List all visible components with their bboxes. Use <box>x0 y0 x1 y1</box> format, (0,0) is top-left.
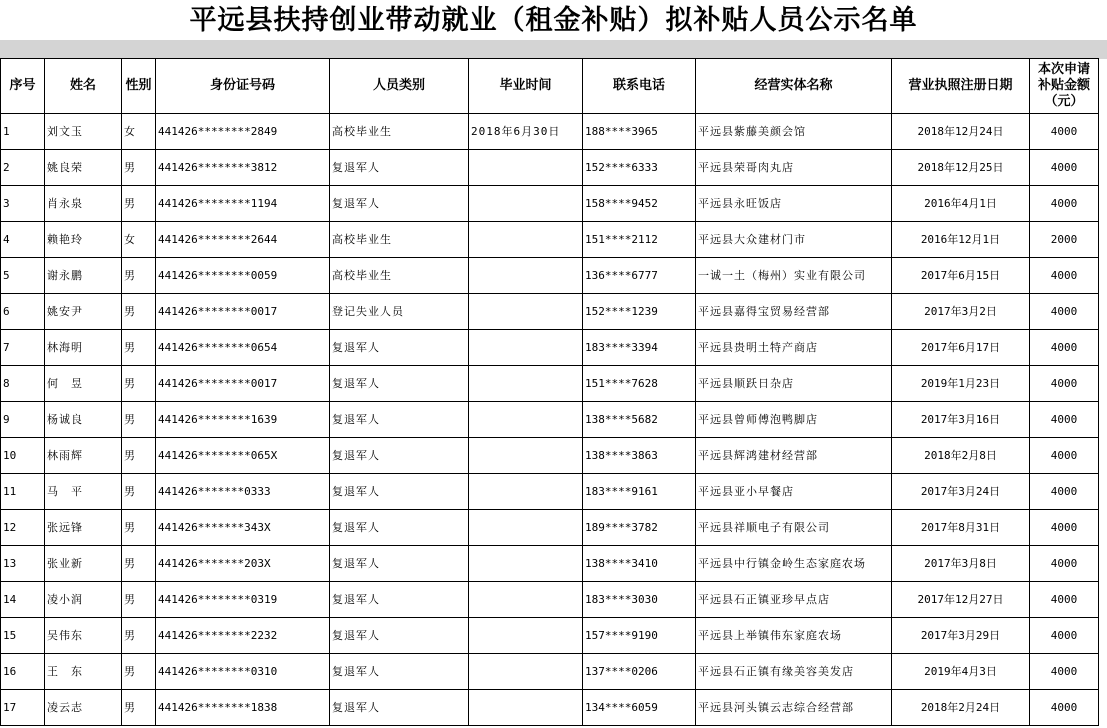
cell-amount[interactable]: 4000 <box>1030 294 1099 330</box>
table-row <box>1 618 1099 654</box>
cell-phone[interactable]: 158****9452 <box>583 186 696 222</box>
cell-business[interactable]: 平远县河头镇云志综合经营部 <box>696 690 892 726</box>
cell-name[interactable]: 林雨辉 <box>45 438 122 474</box>
header-phone[interactable]: 联系电话 <box>583 59 696 114</box>
cell-seq[interactable]: 17 <box>1 690 45 726</box>
cell-graduation[interactable] <box>469 258 583 294</box>
cell-graduation[interactable] <box>469 222 583 258</box>
cell-amount[interactable]: 4000 <box>1030 582 1099 618</box>
cell-gender[interactable]: 男 <box>122 150 156 186</box>
cell-id-number[interactable]: 441426********2232 <box>156 618 330 654</box>
grid-line <box>0 40 1 58</box>
table-row <box>1 186 1099 222</box>
header-id-number[interactable]: 身份证号码 <box>156 59 330 114</box>
table-row <box>1 582 1099 618</box>
cell-id-number[interactable]: 441426********2849 <box>156 114 330 150</box>
cell-id-number[interactable]: 441426********3812 <box>156 150 330 186</box>
cell-business[interactable]: 平远县石正镇亚珍早点店 <box>696 582 892 618</box>
cell-license-date[interactable]: 2017年6月15日 <box>892 258 1030 294</box>
cell-business[interactable]: 平远县顺跃日杂店 <box>696 366 892 402</box>
cell-phone[interactable]: 152****6333 <box>583 150 696 186</box>
cell-id-number[interactable]: 441426********065X <box>156 438 330 474</box>
cell-gender[interactable]: 男 <box>122 186 156 222</box>
cell-phone[interactable]: 151****2112 <box>583 222 696 258</box>
cell-business[interactable]: 平远县中行镇金岭生态家庭农场 <box>696 546 892 582</box>
cell-category[interactable]: 复退军人 <box>330 618 469 654</box>
cell-graduation[interactable] <box>469 474 583 510</box>
cell-graduation[interactable]: 2018年6月30日 <box>469 114 583 150</box>
cell-graduation[interactable] <box>469 510 583 546</box>
cell-seq[interactable]: 9 <box>1 402 45 438</box>
table-row <box>1 690 1099 726</box>
cell-license-date[interactable]: 2018年2月8日 <box>892 438 1030 474</box>
cell-category[interactable]: 复退军人 <box>330 690 469 726</box>
cell-amount[interactable]: 2000 <box>1030 222 1099 258</box>
cell-id-number[interactable]: 441426*******0333 <box>156 474 330 510</box>
cell-gender[interactable]: 男 <box>122 438 156 474</box>
cell-business[interactable]: 平远县荣哥肉丸店 <box>696 150 892 186</box>
header-seq[interactable]: 序号 <box>1 59 45 114</box>
cell-name[interactable]: 林海明 <box>45 330 122 366</box>
cell-id-number[interactable]: 441426********2644 <box>156 222 330 258</box>
table-row <box>1 546 1099 582</box>
cell-name[interactable]: 刘文玉 <box>45 114 122 150</box>
cell-graduation[interactable] <box>469 654 583 690</box>
header-row <box>1 59 1099 114</box>
cell-phone[interactable]: 189****3782 <box>583 510 696 546</box>
cell-id-number[interactable]: 441426********0310 <box>156 654 330 690</box>
cell-business[interactable]: 平远县嘉得宝贸易经营部 <box>696 294 892 330</box>
cell-gender[interactable]: 男 <box>122 654 156 690</box>
cell-amount[interactable]: 4000 <box>1030 258 1099 294</box>
cell-id-number[interactable]: 441426********0059 <box>156 258 330 294</box>
cell-phone[interactable]: 134****6059 <box>583 690 696 726</box>
header-name[interactable]: 姓名 <box>45 59 122 114</box>
cell-name[interactable]: 吴伟东 <box>45 618 122 654</box>
cell-category[interactable]: 复退军人 <box>330 546 469 582</box>
cell-id-number[interactable]: 441426********1838 <box>156 690 330 726</box>
cell-license-date[interactable]: 2018年12月25日 <box>892 150 1030 186</box>
table-row <box>1 474 1099 510</box>
cell-business[interactable]: 平远县大众建材门市 <box>696 222 892 258</box>
grid-line <box>1029 40 1030 58</box>
cell-name[interactable]: 张业新 <box>45 546 122 582</box>
cell-seq[interactable]: 4 <box>1 222 45 258</box>
cell-gender[interactable]: 男 <box>122 546 156 582</box>
cell-phone[interactable]: 183****3394 <box>583 330 696 366</box>
cell-category[interactable]: 高校毕业生 <box>330 222 469 258</box>
cell-id-number[interactable]: 441426*******203X <box>156 546 330 582</box>
cell-business[interactable]: 平远县石正镇有缘美容美发店 <box>696 654 892 690</box>
cell-name[interactable]: 姚安尹 <box>45 294 122 330</box>
cell-amount[interactable]: 4000 <box>1030 618 1099 654</box>
cell-name[interactable]: 王 东 <box>45 654 122 690</box>
cell-gender[interactable]: 男 <box>122 402 156 438</box>
cell-graduation[interactable] <box>469 186 583 222</box>
cell-license-date[interactable]: 2017年3月2日 <box>892 294 1030 330</box>
cell-amount[interactable]: 4000 <box>1030 654 1099 690</box>
cell-business[interactable]: 平远县贵明土特产商店 <box>696 330 892 366</box>
cell-gender[interactable]: 男 <box>122 618 156 654</box>
cell-business[interactable]: 平远县永旺饭店 <box>696 186 892 222</box>
cell-license-date[interactable]: 2017年3月8日 <box>892 546 1030 582</box>
cell-business[interactable]: 平远县紫藤美颜会馆 <box>696 114 892 150</box>
cell-license-date[interactable]: 2017年3月16日 <box>892 402 1030 438</box>
table-row <box>1 150 1099 186</box>
cell-id-number[interactable]: 441426********1639 <box>156 402 330 438</box>
table-row <box>1 402 1099 438</box>
table-row <box>1 258 1099 294</box>
cell-amount[interactable]: 4000 <box>1030 150 1099 186</box>
cell-amount[interactable]: 4000 <box>1030 690 1099 726</box>
cell-name[interactable]: 何 昱 <box>45 366 122 402</box>
cell-phone[interactable]: 138****5682 <box>583 402 696 438</box>
cell-license-date[interactable]: 2017年3月29日 <box>892 618 1030 654</box>
header-graduation[interactable]: 毕业时间 <box>469 59 583 114</box>
cell-phone[interactable]: 138****3863 <box>583 438 696 474</box>
cell-license-date[interactable]: 2017年6月17日 <box>892 330 1030 366</box>
cell-name[interactable]: 肖永泉 <box>45 186 122 222</box>
cell-gender[interactable]: 男 <box>122 330 156 366</box>
cell-amount[interactable]: 4000 <box>1030 402 1099 438</box>
cell-amount[interactable]: 4000 <box>1030 474 1099 510</box>
cell-amount[interactable]: 4000 <box>1030 114 1099 150</box>
cell-id-number[interactable]: 441426********0017 <box>156 294 330 330</box>
cell-seq[interactable]: 6 <box>1 294 45 330</box>
table-row <box>1 654 1099 690</box>
cell-seq[interactable]: 15 <box>1 618 45 654</box>
cell-seq[interactable]: 14 <box>1 582 45 618</box>
grid-line <box>582 40 583 58</box>
table-row <box>1 114 1099 150</box>
cell-seq[interactable]: 13 <box>1 546 45 582</box>
cell-name[interactable]: 谢永鹏 <box>45 258 122 294</box>
cell-phone[interactable]: 136****6777 <box>583 258 696 294</box>
cell-gender[interactable]: 女 <box>122 222 156 258</box>
cell-gender[interactable]: 男 <box>122 366 156 402</box>
cell-gender[interactable]: 男 <box>122 474 156 510</box>
cell-seq[interactable]: 16 <box>1 654 45 690</box>
cell-seq[interactable]: 10 <box>1 438 45 474</box>
cell-graduation[interactable] <box>469 402 583 438</box>
cell-seq[interactable]: 3 <box>1 186 45 222</box>
table-row <box>1 510 1099 546</box>
grid-line <box>329 40 330 58</box>
cell-category[interactable]: 复退军人 <box>330 186 469 222</box>
cell-phone[interactable]: 138****3410 <box>583 546 696 582</box>
grid-line <box>891 40 892 58</box>
cell-license-date[interactable]: 2016年4月1日 <box>892 186 1030 222</box>
cell-business[interactable]: 一诚一土（梅州）实业有限公司 <box>696 258 892 294</box>
cell-name[interactable]: 凌云志 <box>45 690 122 726</box>
table-row <box>1 294 1099 330</box>
cell-amount[interactable]: 4000 <box>1030 438 1099 474</box>
grid-line <box>468 40 469 58</box>
grid-line <box>155 40 156 58</box>
cell-category[interactable]: 复退军人 <box>330 330 469 366</box>
cell-gender[interactable]: 男 <box>122 690 156 726</box>
cell-category[interactable]: 高校毕业生 <box>330 258 469 294</box>
cell-license-date[interactable]: 2017年12月27日 <box>892 582 1030 618</box>
cell-category[interactable]: 复退军人 <box>330 582 469 618</box>
grid-line <box>695 40 696 58</box>
cell-graduation[interactable] <box>469 618 583 654</box>
cell-category[interactable]: 登记失业人员 <box>330 294 469 330</box>
cell-graduation[interactable] <box>469 366 583 402</box>
subsidy-table <box>0 58 1099 726</box>
cell-amount[interactable]: 4000 <box>1030 366 1099 402</box>
cell-license-date[interactable]: 2016年12月1日 <box>892 222 1030 258</box>
cell-business[interactable]: 平远县亚小早餐店 <box>696 474 892 510</box>
cell-name[interactable]: 凌小润 <box>45 582 122 618</box>
cell-phone[interactable]: 152****1239 <box>583 294 696 330</box>
cell-phone[interactable]: 183****3030 <box>583 582 696 618</box>
cell-id-number[interactable]: 441426********0654 <box>156 330 330 366</box>
table-row <box>1 330 1099 366</box>
cell-name[interactable]: 张远锋 <box>45 510 122 546</box>
cell-phone[interactable]: 137****0206 <box>583 654 696 690</box>
cell-seq[interactable]: 11 <box>1 474 45 510</box>
cell-graduation[interactable] <box>469 546 583 582</box>
cell-business[interactable]: 平远县上举镇伟东家庭农场 <box>696 618 892 654</box>
cell-license-date[interactable]: 2017年3月24日 <box>892 474 1030 510</box>
cell-phone[interactable]: 157****9190 <box>583 618 696 654</box>
header-gender[interactable]: 性别 <box>122 59 156 114</box>
cell-seq[interactable]: 5 <box>1 258 45 294</box>
cell-license-date[interactable]: 2018年2月24日 <box>892 690 1030 726</box>
cell-phone[interactable]: 183****9161 <box>583 474 696 510</box>
grid-line <box>121 40 122 58</box>
cell-gender[interactable]: 男 <box>122 510 156 546</box>
cell-graduation[interactable] <box>469 582 583 618</box>
table-body <box>1 114 1099 726</box>
cell-phone[interactable]: 188****3965 <box>583 114 696 150</box>
cell-graduation[interactable] <box>469 690 583 726</box>
cell-license-date[interactable]: 2019年1月23日 <box>892 366 1030 402</box>
cell-amount[interactable]: 4000 <box>1030 510 1099 546</box>
grid-line <box>44 40 45 58</box>
cell-category[interactable]: 高校毕业生 <box>330 114 469 150</box>
cell-license-date[interactable]: 2018年12月24日 <box>892 114 1030 150</box>
cell-graduation[interactable] <box>469 438 583 474</box>
cell-category[interactable]: 复退军人 <box>330 654 469 690</box>
cell-seq[interactable]: 8 <box>1 366 45 402</box>
cell-graduation[interactable] <box>469 150 583 186</box>
cell-name[interactable]: 赖艳玲 <box>45 222 122 258</box>
cell-amount[interactable]: 4000 <box>1030 330 1099 366</box>
cell-name[interactable]: 杨诚良 <box>45 402 122 438</box>
page-title: 平远县扶持创业带动就业（租金补贴）拟补贴人员公示名单 <box>189 5 918 36</box>
cell-seq[interactable]: 2 <box>1 150 45 186</box>
table-row <box>1 222 1099 258</box>
cell-id-number[interactable]: 441426********0319 <box>156 582 330 618</box>
cell-gender[interactable]: 男 <box>122 258 156 294</box>
cell-seq[interactable]: 1 <box>1 114 45 150</box>
cell-seq[interactable]: 12 <box>1 510 45 546</box>
cell-phone[interactable]: 151****7628 <box>583 366 696 402</box>
cell-amount[interactable]: 4000 <box>1030 546 1099 582</box>
cell-category[interactable]: 复退军人 <box>330 438 469 474</box>
cell-category[interactable]: 复退军人 <box>330 402 469 438</box>
cell-category[interactable]: 复退军人 <box>330 150 469 186</box>
cell-license-date[interactable]: 2019年4月3日 <box>892 654 1030 690</box>
cell-amount[interactable]: 4000 <box>1030 186 1099 222</box>
cell-gender[interactable]: 女 <box>122 114 156 150</box>
header-category[interactable]: 人员类别 <box>330 59 469 114</box>
cell-business[interactable]: 平远县辉鸿建材经营部 <box>696 438 892 474</box>
cell-id-number[interactable]: 441426*******343X <box>156 510 330 546</box>
cell-id-number[interactable]: 441426********0017 <box>156 366 330 402</box>
cell-gender[interactable]: 男 <box>122 294 156 330</box>
header-license-date[interactable]: 营业执照注册日期 <box>892 59 1030 114</box>
cell-business[interactable]: 平远县曾师傅泡鸭脚店 <box>696 402 892 438</box>
header-amount[interactable]: 本次申请补贴金额（元） <box>1030 59 1099 114</box>
cell-name[interactable]: 马 平 <box>45 474 122 510</box>
cell-category[interactable]: 复退军人 <box>330 510 469 546</box>
cell-category[interactable]: 复退军人 <box>330 366 469 402</box>
cell-seq[interactable]: 7 <box>1 330 45 366</box>
cell-graduation[interactable] <box>469 294 583 330</box>
cell-license-date[interactable]: 2017年8月31日 <box>892 510 1030 546</box>
cell-id-number[interactable]: 441426********1194 <box>156 186 330 222</box>
cell-business[interactable]: 平远县祥顺电子有限公司 <box>696 510 892 546</box>
cell-category[interactable]: 复退军人 <box>330 474 469 510</box>
grid-line <box>1098 40 1099 58</box>
cell-name[interactable]: 姚良荣 <box>45 150 122 186</box>
table-row <box>1 438 1099 474</box>
cell-graduation[interactable] <box>469 330 583 366</box>
table-row <box>1 366 1099 402</box>
header-business[interactable]: 经营实体名称 <box>696 59 892 114</box>
empty-spreadsheet-row <box>0 40 1107 59</box>
cell-gender[interactable]: 男 <box>122 582 156 618</box>
